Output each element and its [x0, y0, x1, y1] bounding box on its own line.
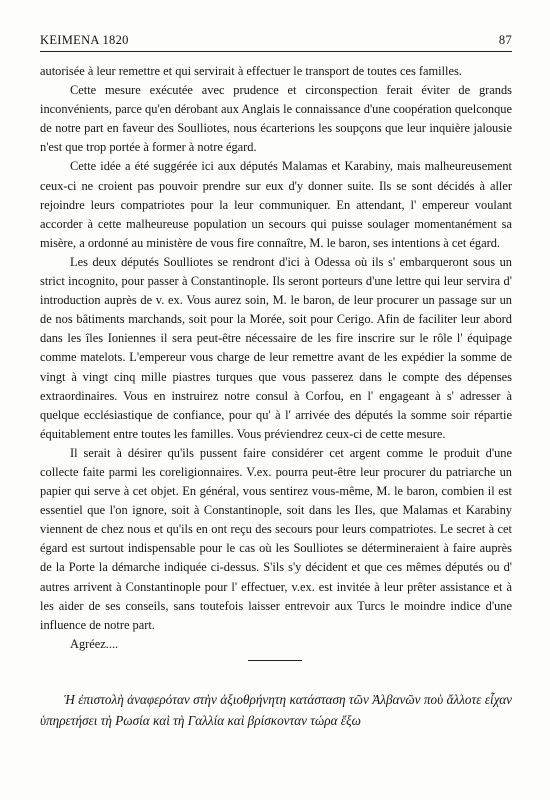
paragraph: Cette idée a été suggérée ici aux députés Malamas et Karabiny, mais malheureusement ceux-ci ne croient pas pouvoir prendre sur eux d'y donner suite. Ils se sont décidés à aller rejoindre leurs compatriotes pour la leur communiquer. En attendant, l' empereur voulant accorder à cette malheureuse population un secours qui puisse soulager momentanément sa misère, a ordonné au ministère de vous fire connaître, M. le baron, ses intentions à cet égard.: [40, 159, 512, 250]
paragraph: autorisée à leur remettre et qui servirait à effectuer le transport de toutes ces familles.: [40, 64, 462, 78]
paragraph: Cette mesure exécutée avec prudence et circonspection ferait éviter de grands inconvénients, parce qu'en dérobant aux Anglais le connaissance d'une coopération quelconque de notre part en faveur des Soulliotes, nous écarterions les soupçons que leur inquière jalousie n'est que trop portée à former à notre égard.: [40, 83, 512, 155]
body-text: [40, 62, 512, 654]
footnote-separator: [248, 660, 302, 661]
paragraph: Il serait à désirer qu'ils pussent faire considérer cet argent comme le produit d'une collecte faite parmi les coreligionnaires. V.ex. pourra peut-être leur procurer du patriarche un papier qui serve à cet objet. En général, vous sentirez vous-même, M. le baron, combien il est essentiel que l'on ignore, soit à Constantinople, soit dans les Iles, que Malamas et Karabiny viennent de chez nous et qu'ils en ont reçu des secours pour leurs compatriotes. Le secret à cet égard est surtout indispensable pour le cas où les Soulliotes se détermineraient à faire auprès de la Porte la démarche indiquée ci-dessus. S'ils s'y décident et que ces mêmes députés ou d' autres arrivent à Constantinople pour l' effectuer, v.ex. est invitée à leur prêter assistance et à les aider de ses conseils, sans toutefois laisser entrevoir aux Turcs le moindre indice d'une influence de notre part.: [40, 445, 512, 632]
paragraph: Les deux députés Soulliotes se rendront d'ici à Odessa où ils s' embarqueront sous un strict incognito, pour passer à Constantinople. Ils seront porteurs d'une lettre qui leur servira d' introduction auprès de v. ex. Vous aurez soin, M. le baron, de leur procurer un passage sur un de nos bâtiments marchands, soit pour la Morée, soit pour Cerigo. Afin de faciliter leur abord dans les îles Ioniennes il sera peut-être nécessaire de les fire inscrire sur le rôle l' équipage comme matelots. L'empereur vous charge de leur remettre avant de les expédier la somme de vingt à vingt cinq mille piastres turques que vous passerez dans le compte des dépenses extraordinaires. Vous en instruirez notre consul à Corfou, en l' engageant à s' adresser à quelque ecclésiastique de confiance, pour qu' à l' arrivée des députés la somme soir répartie équitablement entre toutes les familles. Vous préviendrez ceux-ci de cette mesure.: [40, 254, 512, 441]
closing-line: Agréez....: [70, 636, 119, 651]
page-number: 87: [498, 33, 512, 47]
running-title: KEIMENA 1820: [40, 33, 129, 47]
running-header: [40, 33, 512, 52]
footnote: [40, 690, 512, 731]
footnote-text: Ἡ ἐπιστολὴ ἀναφερόταν στὴν ἀξιοθρήνητη κατάσταση τῶν Ἀλβανῶν ποὺ ἄλλοτε εἶχαν ὑπηρετήσει τὴ Ρωσία καὶ τὴ Γαλλία καὶ βρίσκονταν τώρα ἔξω: [40, 692, 512, 728]
